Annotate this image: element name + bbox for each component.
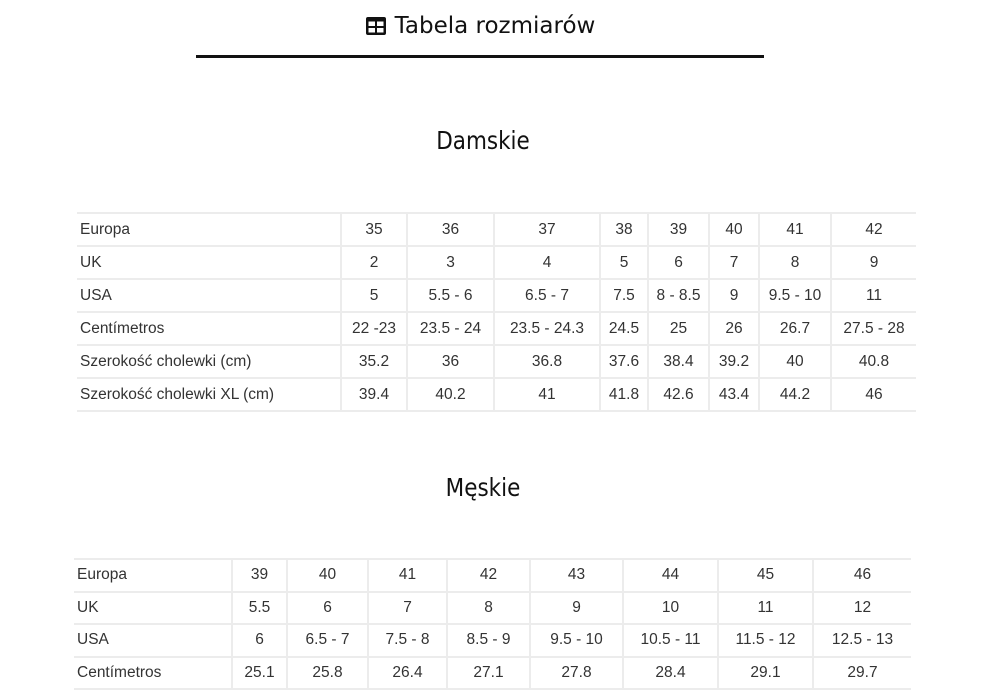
row-label: USA [77, 279, 341, 312]
size-value-cell: 36 [407, 213, 494, 246]
size-value-cell: 9 [831, 246, 916, 279]
size-value-cell: 11.5 - 12 [718, 624, 813, 657]
size-value-cell: 45 [718, 559, 813, 592]
size-value-cell: 41 [368, 559, 447, 592]
size-value-cell: 44 [623, 559, 718, 592]
size-value-cell: 26 [709, 312, 759, 345]
row-label: Centímetros [74, 657, 232, 690]
size-value-cell: 7.5 [600, 279, 648, 312]
table-icon [365, 15, 387, 37]
size-value-cell: 11 [831, 279, 916, 312]
size-value-cell: 6.5 - 7 [494, 279, 600, 312]
table-row [77, 246, 916, 279]
size-value-cell: 36.8 [494, 345, 600, 378]
size-value-cell: 35 [341, 213, 407, 246]
size-value-cell: 8 [759, 246, 831, 279]
size-value-cell: 36 [407, 345, 494, 378]
size-value-cell: 10 [623, 592, 718, 625]
size-value-cell: 43 [530, 559, 623, 592]
table-row [77, 279, 916, 312]
size-value-cell: 23.5 - 24 [407, 312, 494, 345]
size-value-cell: 8 - 8.5 [648, 279, 709, 312]
size-value-cell: 42 [831, 213, 916, 246]
size-value-cell: 27.1 [447, 657, 530, 690]
size-value-cell: 9 [530, 592, 623, 625]
size-value-cell: 26.7 [759, 312, 831, 345]
row-label: USA [74, 624, 232, 657]
size-value-cell: 6 [232, 624, 287, 657]
size-value-cell: 12.5 - 13 [813, 624, 911, 657]
size-value-cell: 7.5 - 8 [368, 624, 447, 657]
size-value-cell: 3 [407, 246, 494, 279]
size-value-cell: 27.5 - 28 [831, 312, 916, 345]
section-title-men: Męskie [445, 473, 521, 502]
size-value-cell: 25.1 [232, 657, 287, 690]
size-value-cell: 42 [447, 559, 530, 592]
size-value-cell: 40 [287, 559, 368, 592]
size-value-cell: 24.5 [600, 312, 648, 345]
size-value-cell: 5.5 - 6 [407, 279, 494, 312]
size-value-cell: 27.8 [530, 657, 623, 690]
size-value-cell: 6.5 - 7 [287, 624, 368, 657]
size-value-cell: 35.2 [341, 345, 407, 378]
size-value-cell: 5.5 [232, 592, 287, 625]
size-table-women [77, 212, 916, 412]
size-value-cell: 29.1 [718, 657, 813, 690]
row-label: UK [77, 246, 341, 279]
size-value-cell: 38 [600, 213, 648, 246]
size-value-cell: 46 [831, 378, 916, 411]
size-value-cell: 7 [709, 246, 759, 279]
size-value-cell: 22 -23 [341, 312, 407, 345]
size-value-cell: 6 [287, 592, 368, 625]
size-value-cell: 39.2 [709, 345, 759, 378]
size-value-cell: 8 [447, 592, 530, 625]
table-row [77, 345, 916, 378]
size-value-cell: 9 [709, 279, 759, 312]
table-row [74, 657, 911, 690]
size-value-cell: 8.5 - 9 [447, 624, 530, 657]
table-row [77, 378, 916, 411]
size-value-cell: 11 [718, 592, 813, 625]
size-value-cell: 25 [648, 312, 709, 345]
size-value-cell: 40 [759, 345, 831, 378]
title-underline [196, 55, 764, 58]
size-value-cell: 7 [368, 592, 447, 625]
size-value-cell: 5 [600, 246, 648, 279]
size-value-cell: 12 [813, 592, 911, 625]
size-value-cell: 41 [759, 213, 831, 246]
size-value-cell: 37.6 [600, 345, 648, 378]
size-table-men [74, 558, 911, 690]
size-value-cell: 9.5 - 10 [759, 279, 831, 312]
row-label: Szerokość cholewki XL (cm) [77, 378, 341, 411]
size-value-cell: 38.4 [648, 345, 709, 378]
row-label: Europa [74, 559, 232, 592]
size-value-cell: 23.5 - 24.3 [494, 312, 600, 345]
table-row [77, 213, 916, 246]
size-value-cell: 46 [813, 559, 911, 592]
size-value-cell: 40 [709, 213, 759, 246]
size-value-cell: 4 [494, 246, 600, 279]
size-value-cell: 44.2 [759, 378, 831, 411]
size-value-cell: 10.5 - 11 [623, 624, 718, 657]
size-value-cell: 6 [648, 246, 709, 279]
size-value-cell: 39 [648, 213, 709, 246]
row-label: Centímetros [77, 312, 341, 345]
size-value-cell: 28.4 [623, 657, 718, 690]
size-value-cell: 40.2 [407, 378, 494, 411]
size-value-cell: 2 [341, 246, 407, 279]
size-value-cell: 40.8 [831, 345, 916, 378]
page-title: Tabela rozmiarów [394, 13, 596, 39]
table-row [77, 312, 916, 345]
size-value-cell: 39 [232, 559, 287, 592]
size-value-cell: 43.4 [709, 378, 759, 411]
row-label: UK [74, 592, 232, 625]
size-value-cell: 41 [494, 378, 600, 411]
size-value-cell: 39.4 [341, 378, 407, 411]
page-header [0, 8, 960, 44]
table-row [74, 624, 911, 657]
size-value-cell: 37 [494, 213, 600, 246]
size-value-cell: 25.8 [287, 657, 368, 690]
size-value-cell: 5 [341, 279, 407, 312]
row-label: Europa [77, 213, 341, 246]
size-value-cell: 9.5 - 10 [530, 624, 623, 657]
size-value-cell: 42.6 [648, 378, 709, 411]
row-label: Szerokość cholewki (cm) [77, 345, 341, 378]
size-value-cell: 41.8 [600, 378, 648, 411]
section-title-women: Damskie [436, 126, 530, 155]
table-row [74, 559, 911, 592]
size-value-cell: 29.7 [813, 657, 911, 690]
table-row [74, 592, 911, 625]
size-value-cell: 26.4 [368, 657, 447, 690]
